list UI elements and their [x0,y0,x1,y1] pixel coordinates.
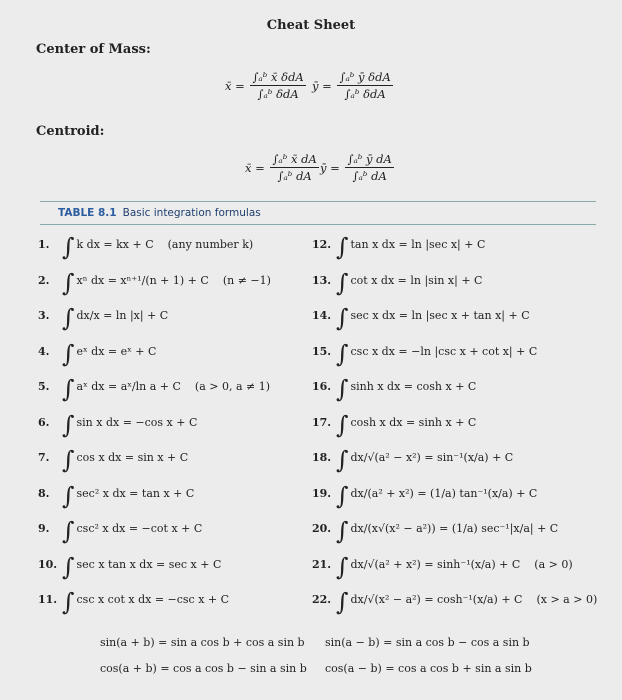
centroid-y-lhs: ȳ = [320,160,340,175]
formula-body: sec x dx = ln |sec x + tan x| + C [350,309,530,322]
table-top-rule [40,201,596,202]
com-y-formula [312,70,395,101]
formula-row [312,481,538,510]
formula-body: csc² x dx = −cot x + C [76,522,203,535]
formula-row [38,446,189,474]
com-x-lhs: x̄ = [225,78,245,93]
formula-body: dx/√(x² − a²) = cosh⁻¹(x/a) + C [350,593,523,606]
formula-condition: (x > a > 0) [536,593,598,606]
integral-sign-icon: ∫ [336,375,349,403]
formula-number: 2. [38,273,50,287]
formula-number: 5. [38,380,50,393]
formula-body: cot x dx = ln |sin x| + C [350,273,483,287]
formula-number: 4. [38,344,50,358]
formula-number: 3. [38,309,50,322]
formula-body: csc x dx = −ln |csc x + cot x| + C [350,344,538,358]
table-label: TABLE 8.1 [58,207,117,219]
centroid-y-numerator: ∫ₐᵇ ȳ dA [347,152,392,166]
integral-sign-icon: ∫ [336,339,349,368]
table-title: Basic integration formulas [122,207,261,219]
formula-row [38,268,271,297]
formula-body: aˣ dx = aˣ/ln a + C [76,380,181,393]
integral-sign-icon: ∫ [336,588,349,616]
formula-row [312,552,573,581]
formula-condition: (a > 0) [534,557,573,571]
integral-sign-icon: ∫ [62,304,75,332]
formula-body: dx/√(a² − x²) = sin⁻¹(x/a) + C [350,451,514,464]
formula-number: 15. [312,344,332,358]
com-y-lhs: ȳ = [312,78,332,93]
com-x-numerator: ∫ₐᵇ x̄ δdA [252,70,304,84]
centroid-heading: Centroid: [36,124,105,139]
centroid-x-denominator: ∫ₐᵇ dA [277,169,312,183]
formula-number: 10. [38,557,58,571]
formula-row [38,517,203,545]
centroid-x-formula [245,152,321,183]
formula-body: sec x tan x dx = sec x + C [76,557,222,571]
com-y-denominator: ∫ₐᵇ δdA [344,87,386,101]
table-header-rule [40,224,596,225]
formula-row [312,588,598,616]
com-y-numerator: ∫ₐᵇ ȳ δdA [339,70,391,84]
formula-row [312,410,477,439]
formula-row [38,481,195,510]
integral-sign-icon: ∫ [62,481,75,510]
formula-number: 13. [312,273,332,287]
integral-sign-icon: ∫ [336,446,349,474]
formula-row [38,410,198,439]
formula-number: 22. [312,593,332,606]
integral-sign-icon: ∫ [62,410,75,439]
formula-row [38,233,254,261]
sin-sum-identity: sin(a + b) = sin a cos b + cos a sin b [100,636,305,649]
page-title: Cheat Sheet [266,18,356,33]
formula-body: dx/√(a² + x²) = sinh⁻¹(x/a) + C [350,557,521,571]
integral-sign-icon: ∫ [336,268,349,297]
formula-number: 6. [38,415,50,429]
integral-sign-icon: ∫ [336,552,349,581]
formula-row [312,375,477,403]
formula-condition: (a > 0, a ≠ 1) [194,380,271,393]
formula-number: 9. [38,522,50,535]
formula-row [312,268,483,297]
integral-sign-icon: ∫ [336,233,349,261]
formula-row [312,517,559,545]
formula-number: 16. [312,380,332,393]
centroid-x-lhs: x̄ = [245,160,265,175]
centroid-x-numerator: ∫ₐᵇ x̄ dA [272,152,317,166]
centroid-y-formula [320,152,396,183]
formula-number: 12. [312,238,332,251]
formula-row [38,304,169,332]
center-of-mass-heading: Center of Mass: [36,42,151,57]
integral-sign-icon: ∫ [62,339,75,368]
integral-sign-icon: ∫ [62,233,75,261]
centroid-y-denominator: ∫ₐᵇ dA [352,169,387,183]
formula-body: cos x dx = sin x + C [76,451,189,464]
formula-number: 17. [312,415,332,429]
formula-body: tan x dx = ln |sec x| + C [350,238,486,251]
formula-body: sin x dx = −cos x + C [76,415,198,429]
formula-body: xⁿ dx = xⁿ⁺¹/(n + 1) + C [76,273,209,287]
formula-body: sec² x dx = tan x + C [76,486,195,500]
formula-row [38,552,222,581]
integral-sign-icon: ∫ [336,481,349,510]
integral-sign-icon: ∫ [62,446,75,474]
integral-sign-icon: ∫ [336,304,349,332]
formula-body: sinh x dx = cosh x + C [350,380,477,393]
formula-row [312,233,486,261]
integral-sign-icon: ∫ [336,410,349,439]
formula-number: 18. [312,451,332,464]
table-caption [58,207,261,219]
formula-number: 14. [312,309,332,322]
formula-row [312,339,538,368]
formula-number: 1. [38,238,50,251]
integral-sign-icon: ∫ [336,517,349,545]
integral-sign-icon: ∫ [62,268,75,297]
formula-number: 11. [38,593,58,606]
com-x-denominator: ∫ₐᵇ δdA [257,87,299,101]
formula-row [312,304,530,332]
formula-body: dx/(a² + x²) = (1/a) tan⁻¹(x/a) + C [350,486,538,500]
com-x-formula [225,70,308,101]
formula-body: dx/(x√(x² − a²)) = (1/a) sec⁻¹|x/a| + C [350,522,559,535]
formula-number: 19. [312,486,332,500]
integral-sign-icon: ∫ [62,588,75,616]
integral-sign-icon: ∫ [62,375,75,403]
cos-diff-identity: cos(a − b) = cos a cos b + sin a sin b [325,662,532,675]
formula-condition: (n ≠ −1) [222,273,271,287]
formula-body: cosh x dx = sinh x + C [350,415,477,429]
formula-row [38,339,157,368]
formula-body: eˣ dx = eˣ + C [76,344,157,358]
integral-sign-icon: ∫ [62,517,75,545]
formula-body: dx/x = ln |x| + C [76,309,169,322]
formula-row [38,375,271,403]
formula-row [312,446,514,474]
formula-body: csc x cot x dx = −csc x + C [76,593,230,606]
formula-body: k dx = kx + C [76,238,154,251]
formula-number: 20. [312,522,332,535]
integral-sign-icon: ∫ [62,552,75,581]
sin-diff-identity: sin(a − b) = sin a cos b − cos a sin b [325,636,530,649]
formula-number: 7. [38,451,50,464]
formula-row [38,588,230,616]
formula-number: 8. [38,486,50,500]
cos-sum-identity: cos(a + b) = cos a cos b − sin a sin b [100,662,307,675]
formula-number: 21. [312,557,332,571]
formula-condition: (any number k) [167,238,254,251]
